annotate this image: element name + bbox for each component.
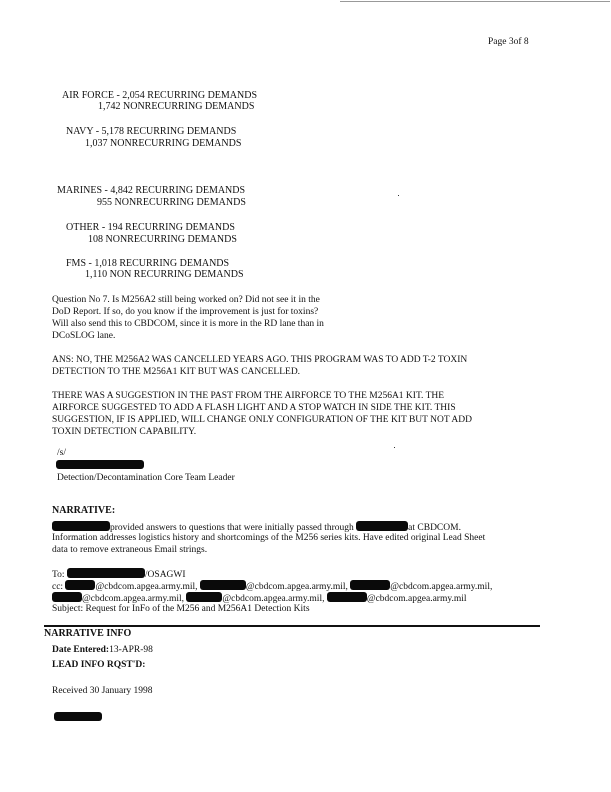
suggestion-line: TOXIN DETECTION CAPABILITY. — [52, 427, 197, 437]
redacted-name — [67, 568, 145, 578]
email-to-suffix: /OSAGWI — [144, 570, 186, 580]
demand-other-nonrecurring: 108 NONRECURRING DEMANDS — [88, 234, 237, 245]
redacted-name — [56, 460, 144, 469]
demand-other-recurring: OTHER - 194 RECURRING DEMANDS — [66, 222, 235, 233]
redacted-name — [200, 580, 246, 590]
email-address: @cbdcom.apgea.army.mil, — [222, 594, 325, 604]
lead-info-label: LEAD INFO RQST'D: — [52, 660, 146, 670]
redacted-name — [327, 592, 367, 602]
scan-speck — [394, 447, 395, 448]
answer-line: ANS: NO, THE M256A2 WAS CANCELLED YEARS AGO. THIS PROGRAM WAS TO ADD T-2 TOXIN — [52, 355, 468, 365]
question-line: Will also send this to CBDCOM, since it is more in the RD lane than in — [52, 319, 324, 329]
narrative-heading: NARRATIVE: — [52, 505, 116, 516]
demand-navy-recurring: NAVY - 5,178 RECURRING DEMANDS — [66, 126, 237, 137]
email-address: @cbdcom.apgea.army.mil, — [82, 594, 185, 604]
received-date: Received 30 January 1998 — [52, 686, 153, 696]
narrative-line-1-end: at CBDCOM. — [408, 523, 461, 533]
scan-speck — [398, 195, 399, 196]
suggestion-line: SUGGESTION, IF IS APPLIED, WILL CHANGE ONLY CONFIGURATION OF THE KIT BUT NOT ADD — [52, 415, 472, 425]
suggestion-line: AIRFORCE SUGGESTED TO ADD A FLASH LIGHT AND A STOP WATCH IN SIDE THE KIT. THIS — [52, 403, 456, 413]
email-address: @cbdcom.apgea.army.mil, — [245, 582, 348, 592]
suggestion-line: THERE WAS A SUGGESTION IN THE PAST FROM THE AIRFORCE TO THE M256A1 KIT. THE — [52, 391, 445, 401]
demand-marines-nonrecurring: 955 NONRECURRING DEMANDS — [97, 197, 246, 208]
narrative-line-1 — [52, 521, 461, 534]
redacted-name — [186, 592, 222, 602]
email-to-line — [52, 568, 186, 581]
signature-mark: /s/ — [57, 448, 66, 458]
redacted-name — [356, 521, 408, 531]
email-cc-line-1 — [52, 580, 492, 593]
email-subject: Subject: Request for InFo of the M256 and M256A1 Detection Kits — [52, 604, 310, 614]
top-edge-rule — [340, 1, 610, 2]
date-entered-label: Date Entered: — [52, 645, 110, 655]
narrative-line-3: data to remove extraneous Email strings. — [52, 545, 208, 555]
demand-marines-recurring: MARINES - 4,842 RECURRING DEMANDS — [57, 185, 246, 196]
redacted-name — [350, 580, 390, 590]
narrative-info-heading: NARRATIVE INFO — [44, 628, 132, 639]
narrative-line-1-mid: provided answers to questions that were initially passed through — [110, 523, 354, 533]
demand-airforce-nonrecurring: 1,742 NONRECURRING DEMANDS — [98, 101, 255, 112]
signature-title: Detection/Decontamination Core Team Leader — [57, 473, 235, 483]
question-line: DCoSLOG lane. — [52, 331, 116, 341]
redacted-name — [52, 592, 82, 602]
page-number: Page 3of 8 — [488, 37, 529, 47]
question-line: DoD Report. If so, do you know if the improvement is just for toxins? — [52, 307, 319, 317]
question-line: Question No 7. Is M256A2 still being worked on? Did not see it in the — [52, 295, 320, 305]
email-address: @cbdcom.apgea.army.mil, — [95, 582, 198, 592]
email-cc-label: cc: — [52, 582, 64, 592]
demand-fms-recurring: FMS - 1,018 RECURRING DEMANDS — [66, 258, 230, 269]
email-cc-line-2 — [52, 592, 467, 605]
date-entered-line — [52, 645, 153, 656]
date-entered-value: 13-APR-98 — [109, 645, 153, 655]
redacted-name — [65, 580, 95, 590]
narrative-line-2: Information addresses logistics history and shortcomings of the M256 series kits. Have edited original Lead Sheet — [52, 533, 486, 543]
answer-line: DETECTION TO THE M256A1 KIT BUT WAS CANCELLED. — [52, 367, 301, 377]
demand-airforce-recurring: AIR FORCE - 2,054 RECURRING DEMANDS — [62, 90, 258, 101]
email-address: @cbdcom.apgea.army.mil — [366, 594, 467, 604]
demand-navy-nonrecurring: 1,037 NONRECURRING DEMANDS — [85, 138, 242, 149]
demand-fms-nonrecurring: 1,110 NON RECURRING DEMANDS — [85, 269, 244, 280]
section-divider — [44, 625, 540, 627]
redacted-name — [52, 521, 110, 531]
email-address: @cbdcom.apgea.army.mil, — [390, 582, 493, 592]
email-to-label: To: — [52, 570, 65, 580]
redacted-initials — [54, 712, 102, 721]
